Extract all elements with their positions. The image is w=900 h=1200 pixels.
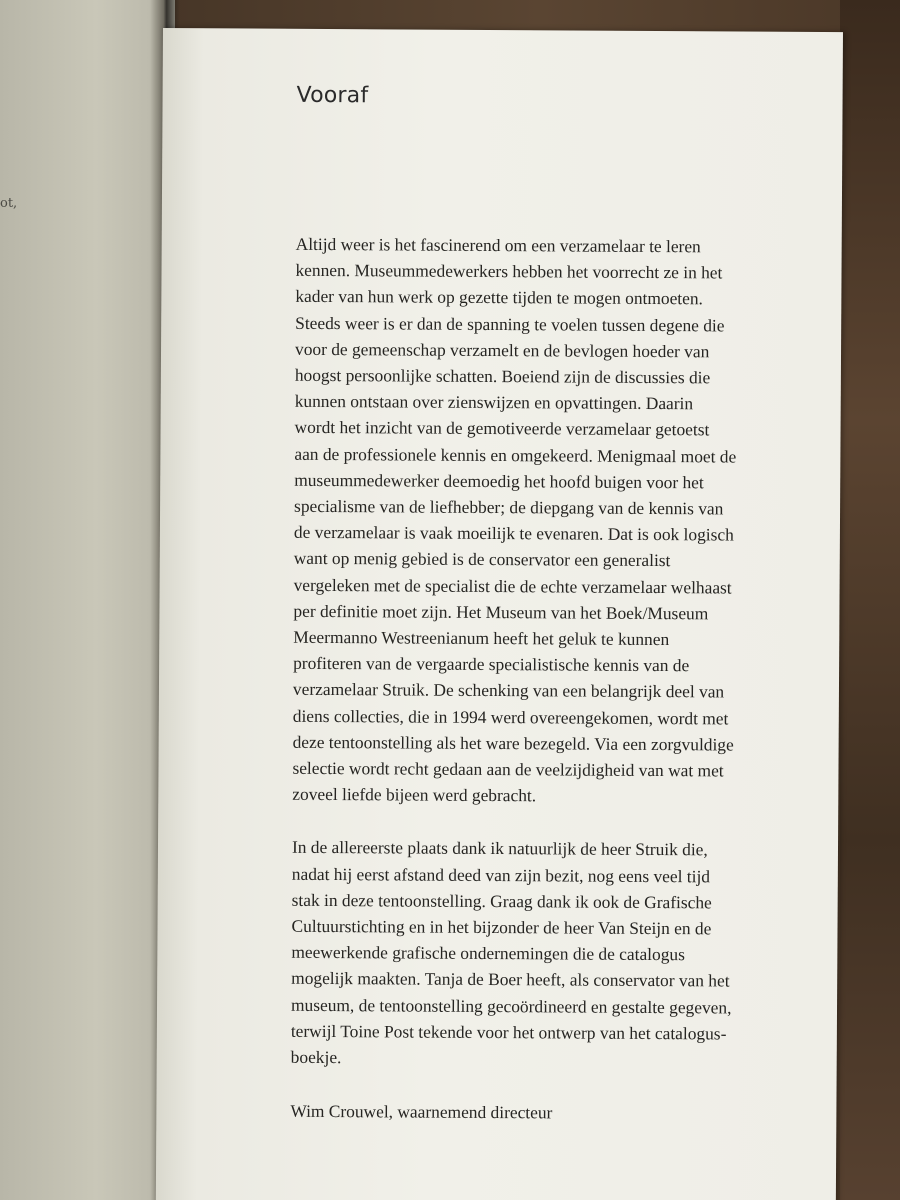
left-page [0, 0, 175, 1200]
text-line: Cultuurstichting en in het bijzonder de heer Van Steijn en de [291, 915, 712, 939]
text-line: kader van hun werk op gezette tijden te mogen ontmoeten. [295, 286, 703, 309]
signature: Wim Crouwel, waarnemend directeur [290, 1101, 553, 1123]
text-line: terwijl Toine Post tekende voor het ontwerp van het catalogus- [290, 1020, 727, 1044]
text-line: aan de professionele kennis en omgekeerd. Menigmaal moet de [294, 443, 737, 467]
right-page [156, 28, 843, 1200]
text-line: specialisme van de liefhebber; de diepgang van de kennis van [294, 495, 724, 519]
text-line: verzamelaar Struik. De schenking van een belangrijk deel van [292, 679, 725, 702]
text-line: kunnen ontstaan over zienswijzen en opvattingen. Daarin [294, 391, 694, 414]
text-line: selectie wordt recht gedaan aan de veelzijdigheid van wat met [292, 757, 724, 781]
text-line: meewerkende grafische ondernemingen die de catalogus [291, 942, 685, 965]
paragraph-spacer [292, 807, 812, 837]
text-line: mogelijk maakten. Tanja de Boer heeft, als conservator van het [291, 968, 730, 991]
text-line: museummedewerker deemoedig het hoofd buigen voor het [294, 469, 704, 493]
text-line: stak in deze tentoonstelling. Graag dank ik ook de Grafische [291, 889, 712, 913]
paragraph-2 [291, 834, 812, 1073]
text-line: zoveel liefde bijeen werd gebracht. [292, 784, 537, 806]
text-line: voor de gemeenschap verzamelt en de bevlogen hoeder van [294, 338, 710, 362]
text-line: wordt het inzicht van de gemotiveerde verzamelaar getoetst [294, 417, 710, 440]
wooden-table-surface [840, 0, 900, 1200]
text-line: Meermanno Westreenianum heeft het geluk te kunnen [293, 626, 670, 650]
text-line: want op menig gebied is de conservator een generalist [293, 548, 671, 571]
text-line: boekje. [290, 1046, 342, 1068]
left-page-text-fragment: ot, [0, 196, 18, 211]
text-line: vergeleken met de specialist die de echte verzamelaar welhaast [293, 574, 732, 598]
body-text [290, 231, 815, 1128]
text-line: deze tentoonstelling als het ware bezegeld. Via een zorgvuldige [292, 731, 734, 755]
text-line: Steeds weer is er dan de spanning te voelen tussen degene die [295, 312, 725, 336]
text-line: de verzamelaar is vaak moeilijk te evenaren. Dat is ook logisch [293, 522, 734, 545]
page-heading: Vooraf [296, 82, 369, 109]
text-line: museum, de tentoonstelling gecoördineerd en gestalte gegeven, [290, 994, 732, 1018]
text-line: hoogst persoonlijke schatten. Boeiend zijn de discussies die [294, 364, 711, 388]
text-line: Altijd weer is het fascinerend om een verzamelaar te leren [295, 233, 701, 257]
paragraph-1 [292, 231, 816, 811]
text-line: nadat hij eerst afstand deed van zijn bezit, nog eens veel tijd [291, 863, 711, 887]
text-line: diens collecties, die in 1994 werd overeengekomen, wordt met [292, 705, 729, 729]
text-line: In de allereerste plaats dank ik natuurlijk de heer Struik die, [291, 837, 708, 860]
text-line: per definitie moet zijn. Het Museum van het Boek/Museum [293, 600, 709, 624]
text-line: profiteren van de vergaarde specialistische kennis van de [293, 653, 690, 676]
text-line: kennen. Museummedewerkers hebben het voorrecht ze in het [295, 260, 723, 283]
